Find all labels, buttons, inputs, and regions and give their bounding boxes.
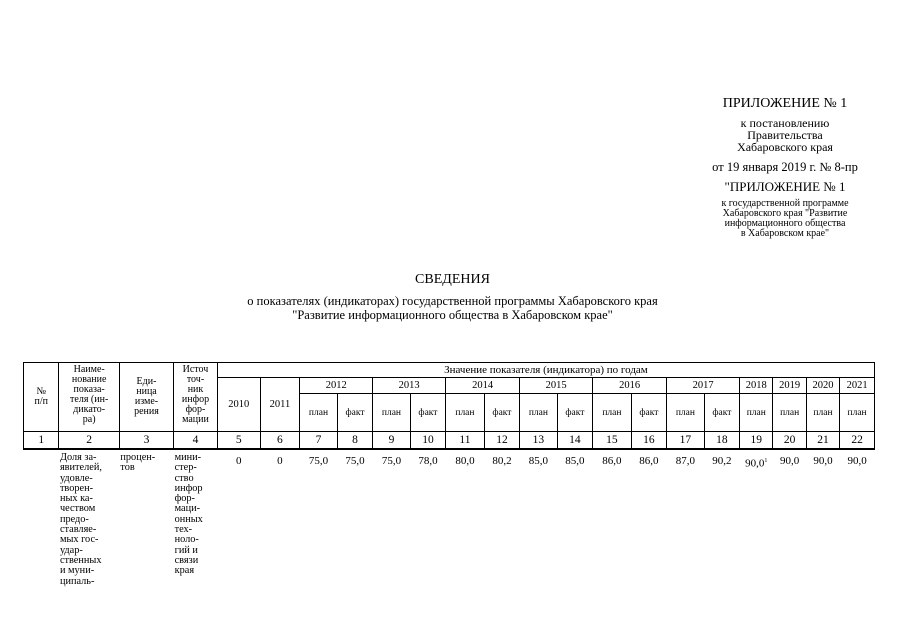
header-number: № п/п (24, 363, 59, 432)
value-cell: 87,0 (675, 455, 696, 467)
plan-header: план (593, 394, 632, 432)
value-cell: 80,0 (455, 455, 475, 467)
annex-program-line: информационного общества (724, 218, 846, 229)
value-cell: 75,0 (308, 455, 329, 467)
column-number: 1 (24, 432, 59, 450)
footnote-mark: 1 (764, 458, 768, 464)
subtitle-line: "Развитие информационного общества в Хабаровском крае" (292, 308, 613, 322)
plan-header: план (740, 394, 773, 432)
fact-header: факт (631, 394, 666, 432)
plan-header: план (446, 394, 485, 432)
column-number: 5 (217, 432, 260, 450)
column-number: 17 (667, 432, 705, 450)
fact-header: факт (484, 394, 519, 432)
column-number: 6 (260, 432, 300, 450)
value-cell: 90,0 (847, 455, 867, 467)
plan-header: план (806, 394, 839, 432)
column-number: 13 (520, 432, 558, 450)
column-number: 14 (557, 432, 592, 450)
year-header: 2012 (300, 378, 373, 394)
value-cell (740, 449, 773, 587)
indicator-unit: процен- тов (120, 452, 156, 474)
annex-title: ПРИЛОЖЕНИЕ № 1 (722, 96, 848, 111)
indicators-table (23, 362, 875, 587)
year-header: 2011 (260, 378, 300, 432)
value-cell: 75,0 (345, 455, 365, 467)
indicator-name: Доля за- явителей, удовле- творен- ных ка- чеством предо- ставляе- мых гос- удар- ственных и муни- ципаль- (59, 452, 102, 587)
column-number: 18 (704, 432, 739, 450)
table-row (24, 449, 875, 587)
subtitle-line: о показателях (индикаторах) государственной программы Хабаровского края (247, 294, 658, 308)
column-number: 15 (593, 432, 632, 450)
column-number: 8 (337, 432, 372, 450)
column-number: 7 (300, 432, 338, 450)
row-number (24, 449, 59, 587)
header-values-by-year: Значение показателя (индикатора) по годам (217, 363, 874, 378)
annex-line: к постановлению (740, 116, 830, 130)
fact-header: факт (337, 394, 372, 432)
plan-header: план (840, 394, 875, 432)
annex-date: от 19 января 2019 г. № 8-пр (712, 160, 858, 174)
value-cell: 86,0 (639, 455, 659, 467)
year-header: 2010 (217, 378, 260, 432)
column-number: 2 (59, 432, 119, 450)
plan-header: план (773, 394, 806, 432)
year-header: 2018 (740, 378, 773, 394)
year-header: 2015 (520, 378, 593, 394)
column-number: 9 (373, 432, 411, 450)
column-number: 19 (740, 432, 773, 450)
fact-header: факт (704, 394, 739, 432)
document-subtitle (150, 294, 755, 322)
value-cell: 0 (277, 455, 283, 467)
value-cell: 0 (235, 455, 242, 467)
year-header: 2016 (593, 378, 667, 394)
annex-program-line: в Хабаровском крае" (740, 228, 830, 239)
plan-header: план (667, 394, 705, 432)
value-cell: 86,0 (602, 455, 622, 467)
value-cell: 90,0 (813, 455, 833, 467)
value-cell: 85,0 (565, 455, 585, 467)
annex-title-2: "ПРИЛОЖЕНИЕ № 1 (724, 179, 846, 194)
column-number: 11 (446, 432, 485, 450)
column-number: 22 (840, 432, 875, 450)
column-number: 21 (806, 432, 839, 450)
fact-header: факт (410, 394, 445, 432)
annex-line: Хабаровского края (737, 140, 833, 154)
annex-line: Правительства (747, 128, 823, 142)
year-header: 2019 (773, 378, 806, 394)
column-number: 4 (174, 432, 218, 450)
column-number: 3 (119, 432, 173, 450)
indicator-source: мини- стер- ство инфор фор- маци- онных тех- ноло- гий и связи края (174, 452, 203, 577)
column-number: 20 (773, 432, 806, 450)
annex-program-line: Хабаровского края "Развитие (722, 208, 848, 219)
plan-header: план (373, 394, 411, 432)
column-number: 16 (631, 432, 666, 450)
annex-resolution (655, 117, 905, 153)
value-cell: 75,0 (381, 455, 402, 467)
value-text: 90,0 (745, 457, 765, 470)
column-number: 12 (484, 432, 519, 450)
year-header: 2021 (840, 378, 875, 394)
plan-header: план (300, 394, 338, 432)
year-header: 2013 (373, 378, 446, 394)
year-header: 2020 (806, 378, 839, 394)
year-header: 2017 (667, 378, 740, 394)
header-source: Источ точ- ник инфор фор- мации (174, 363, 218, 432)
document-title: СВЕДЕНИЯ (415, 272, 490, 287)
fact-header: факт (557, 394, 592, 432)
annex-program-line: к государственной программе (721, 198, 849, 209)
header-unit: Еди- ница изме- рения (119, 363, 173, 432)
value-cell: 80,2 (492, 455, 512, 467)
value-cell: 90,2 (712, 455, 732, 467)
value-cell: 90,0 (780, 455, 800, 467)
value-cell: 85,0 (528, 455, 549, 467)
plan-header: план (520, 394, 558, 432)
annex-program (655, 199, 905, 239)
year-header: 2014 (446, 378, 520, 394)
header-indicator-name: Наиме- нование показа- теля (ин- дикато- ра) (59, 363, 119, 432)
value-cell: 78,0 (418, 455, 438, 467)
column-number: 10 (410, 432, 445, 450)
